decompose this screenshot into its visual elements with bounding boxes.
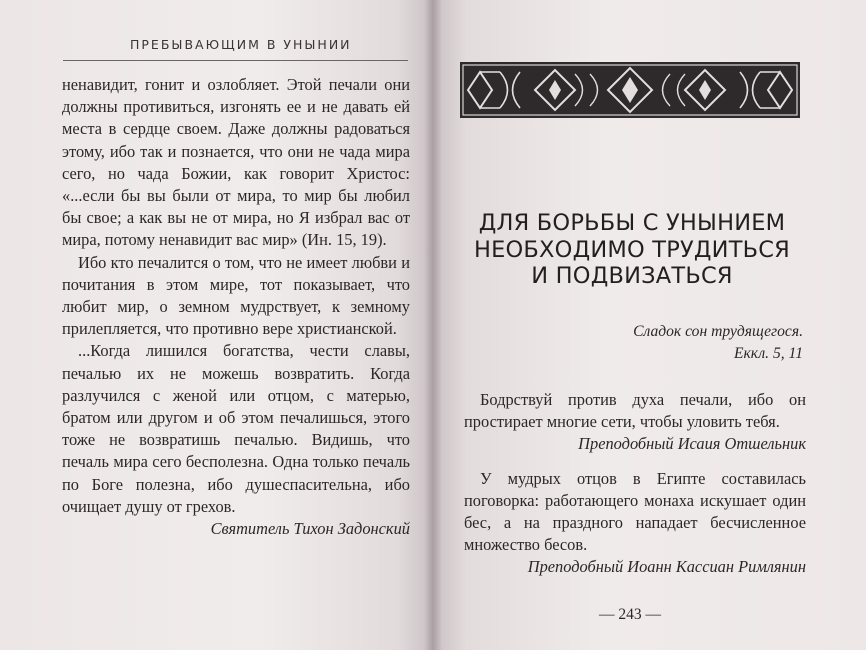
quote-1-author: Преподобный Исаия Отшельник [578, 434, 806, 454]
epigraph-text: Сладок сон трудящегося. [633, 323, 803, 340]
paragraph-3: ...Когда лишился богатства, чести славы, печалью их не можешь возвратить. Когда разлучился с женой или отцом, с матерью, братом или другом и об этом печалишься, этого тоже не возвратишь печалью. Видишь, что печаль мира сего бесполезна. Одна только печаль по Боге полезна, ибо душеспасительна, ибо очищает душу от грехов. [62, 341, 410, 516]
epigraph-reference: Еккл. 5, 11 [733, 345, 803, 362]
running-head-rule [63, 60, 408, 61]
running-head: ПРЕБЫВАЮЩИМ В УНЫНИИ [130, 37, 352, 52]
quote-2-author: Преподобный Иоанн Кассиан Римлянин [527, 557, 806, 577]
signature: Святитель Тихон Задонский [210, 519, 410, 539]
left-page-body [62, 74, 410, 540]
ornament-band [460, 62, 800, 118]
page-number: — 243 — [599, 606, 661, 623]
book-gutter [424, 0, 442, 650]
right-page-body [464, 389, 806, 579]
quote-1-text: Бодрствуй против духа печали, ибо он простирает многие сети, чтобы уловить тебя. [464, 390, 806, 432]
chapter-title: ДЛЯ БОРЬБЫ С УНЫНИЕМ НЕОБХОДИМО ТРУДИТЬСЯ И ПОДВИЗАТЬСЯ [473, 210, 791, 289]
quote-2-text: У мудрых отцов в Египте составилась поговорка: работающего монаха искушает один бес, а на праздного нападает бесчисленное множество бесов. [464, 468, 806, 555]
paragraph-1: ненавидит, гонит и озлобляет. Этой печали они должны противиться, изгонять ее и не давать ей места в сердце своем. Даже должны радоваться этому, ибо так и познается, что они не чада мира сего, но чада Божии, как говорит Христос: «...если бы вы были от мира, то мир бы любил бы свое; а как вы не от мира, но Я избрал вас от мира, потому ненавидит вас мир» (Ин. 15, 19). [62, 75, 410, 250]
epigraph [470, 321, 803, 365]
paragraph-2: Ибо кто печалится о том, что не имеет любви и почитания в этом мире, тот показывает, что любит мир, о земном мудрствует, к земному прилепляется, что противно вере христианской. [62, 252, 410, 339]
